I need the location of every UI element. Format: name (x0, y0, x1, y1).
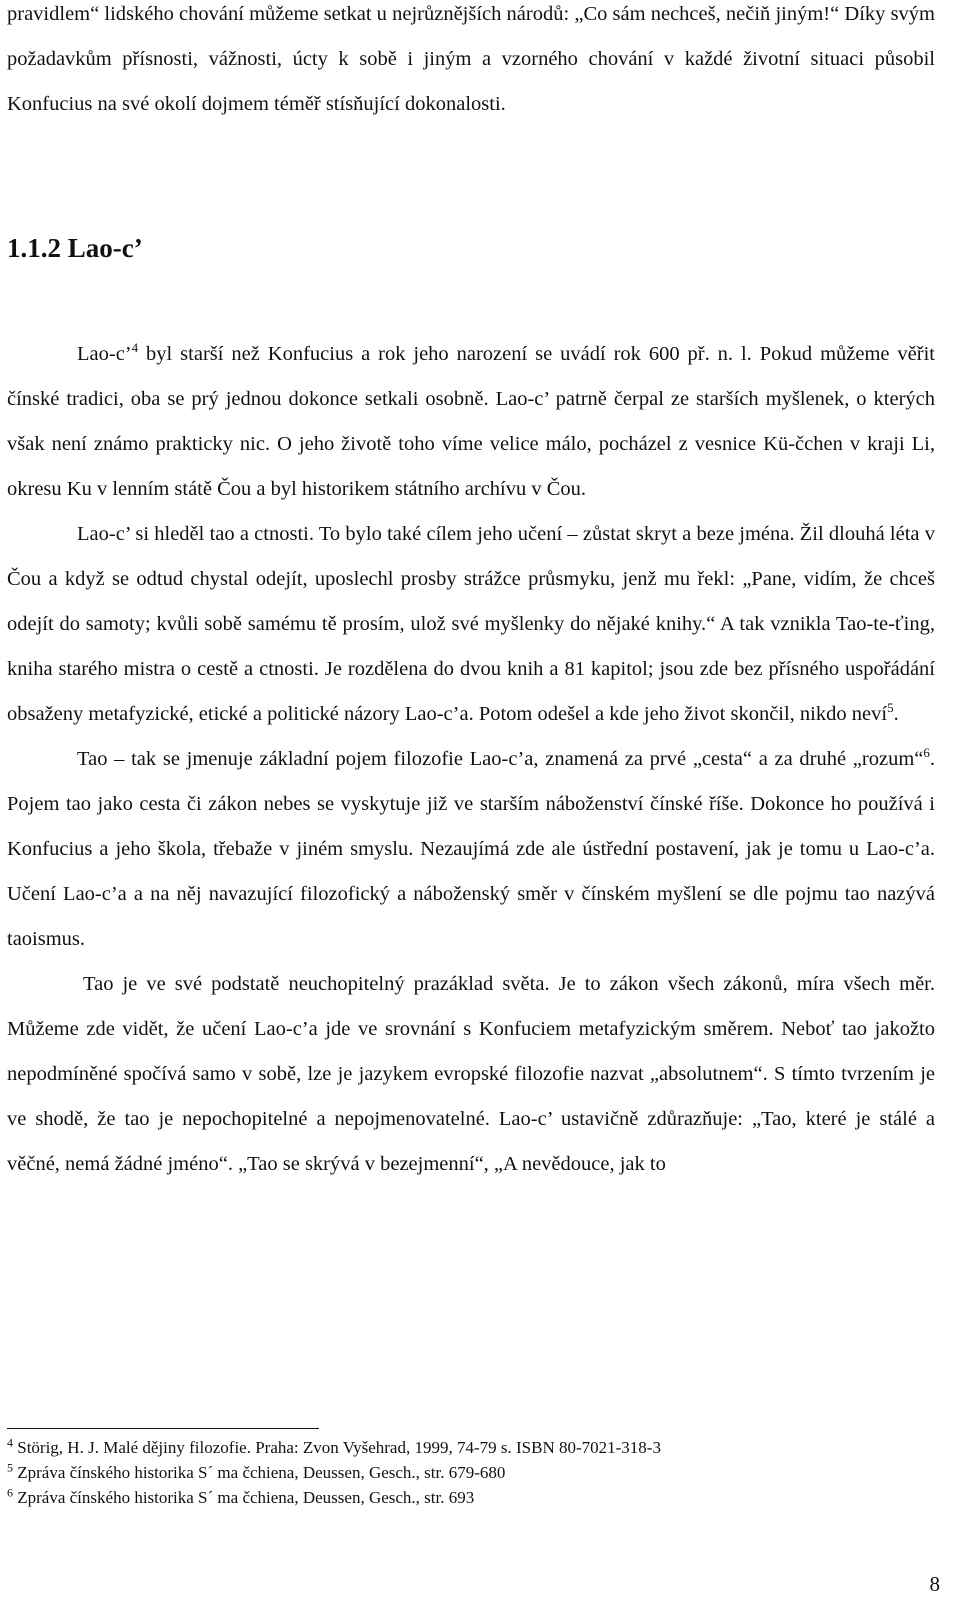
footnote-5-text: Zpráva čínského historika S´ ma čchiena, Deussen, Gesch., str. 679-680 (17, 1463, 506, 1482)
paragraph-1 (7, 332, 935, 512)
footnote-ref-5[interactable]: 5 (887, 700, 894, 716)
footnote-6 (7, 1485, 935, 1510)
footnote-4 (7, 1435, 935, 1460)
footnote-5 (7, 1460, 935, 1485)
paragraph-2-text-b: . (893, 703, 899, 725)
footnote-5-number: 5 (7, 1460, 13, 1475)
footnote-6-number: 6 (7, 1485, 13, 1500)
paragraph-4: Tao je ve své podstatě neuchopitelný prazáklad světa. Je to zákon všech zákonů, míra všech měr. Můžeme zde vidět, že učení Lao-c’a jde ve srovnání s Konfuciem metafyzickým směrem. Neboť tao jakožto nepodmíněné spočívá samo v sobě, lze je jazykem evropské filozofie nazvat „absolutnem“. S tímto tvrzením je ve shodě, že tao je nepochopitelné a nepojmenovatelné. Lao-c’ ustavičně zdůrazňuje: „Tao, které je stálé a věčné, nemá žádné jméno“. „Tao se skrývá v bezejmenní“, „A nevědouce, jak to (7, 973, 935, 1175)
section-body (7, 332, 935, 1187)
paragraph-2 (7, 512, 935, 737)
section-heading: 1.1.2 Lao-c’ (7, 233, 143, 263)
footnote-4-text: Störig, H. J. Malé dějiny filozofie. Praha: Zvon Vyšehrad, 1999, 74-79 s. ISBN 80-7021-318-3 (17, 1438, 661, 1457)
paragraph-3-text-b: . Pojem tao jako cesta či zákon nebes se vyskytuje již ve starším náboženství čínské říše. Dokonce ho používá i Konfucius a jeho škola, třebaže v jiném smyslu. Nezaujímá zde ale ústřední postavení, jak je tomu u Lao-c’a. Učení Lao-c’a a na něj navazující filozofický a náboženský směr v čínském myšlení se dle pojmu tao nazývá taoismus. (7, 748, 935, 950)
footnotes-section (7, 1428, 935, 1510)
paragraph-1-text-b: byl starší než Konfucius a rok jeho narození se uvádí rok 600 př. n. l. Pokud můžeme věřit čínské tradici, oba se prý jednou dokonce setkali osobně. Lao-c’ patrně čerpal ze starších myšlenek, o kterých však není známo prakticky nic. O jeho životě toho víme velice málo, pocházel z vesnice Kü-čchen v kraji Li, okresu Ku v lenním státě Čou a byl historikem státního archívu v Čou. (7, 343, 935, 500)
document-page (7, 0, 935, 1175)
footnote-ref-4[interactable]: 4 (131, 340, 139, 356)
page-number: 8 (929, 1572, 940, 1596)
paragraph-2-text-a: Lao-c’ si hleděl tao a ctnosti. To bylo také cílem jeho učení – zůstat skryt a beze jména. Žil dlouhá léta v Čou a když se odtud chystal odejít, uposlechl prosby strážce průsmyku, jenž mu řekl: „Pane, vidím, že chceš odejít do samoty; kvůli sobě samému tě prosím, ulož své myšlenky do nějaké knihy.“ A tak vznikla Tao-te-ťing, kniha starého mistra o cestě a ctnosti. Je rozdělena do dvou knih a 81 kapitol; jsou zde bez přísného uspořádání obsaženy metafyzické, etické a politické názory Lao-c’a. Potom odešel a kde jeho život skončil, nikdo neví (7, 523, 935, 725)
footnote-ref-6[interactable]: 6 (923, 745, 930, 761)
paragraph-3-text-a: Tao – tak se jmenuje základní pojem filozofie Lao-c’a, znamená za prvé „cesta“ a za druhé „rozum“ (77, 748, 924, 770)
intro-paragraph: pravidlem“ lidského chování můžeme setkat u nejrůznějších národů: „Co sám nechceš, nečiň jiným!“ Díky svým požadavkům přísnosti, vážnosti, úcty k sobě i jiným a vzorného chování v každé životní situaci působil Konfucius na své okolí dojmem téměř stísňující dokonalosti. (7, 3, 935, 115)
footnote-6-text: Zpráva čínského historika S´ ma čchiena, Deussen, Gesch., str. 693 (17, 1488, 475, 1507)
footnote-4-number: 4 (7, 1435, 13, 1450)
footnote-separator (7, 1428, 319, 1429)
paragraph-3 (7, 737, 935, 962)
paragraph-1-text-a: Lao-c’ (77, 343, 132, 365)
